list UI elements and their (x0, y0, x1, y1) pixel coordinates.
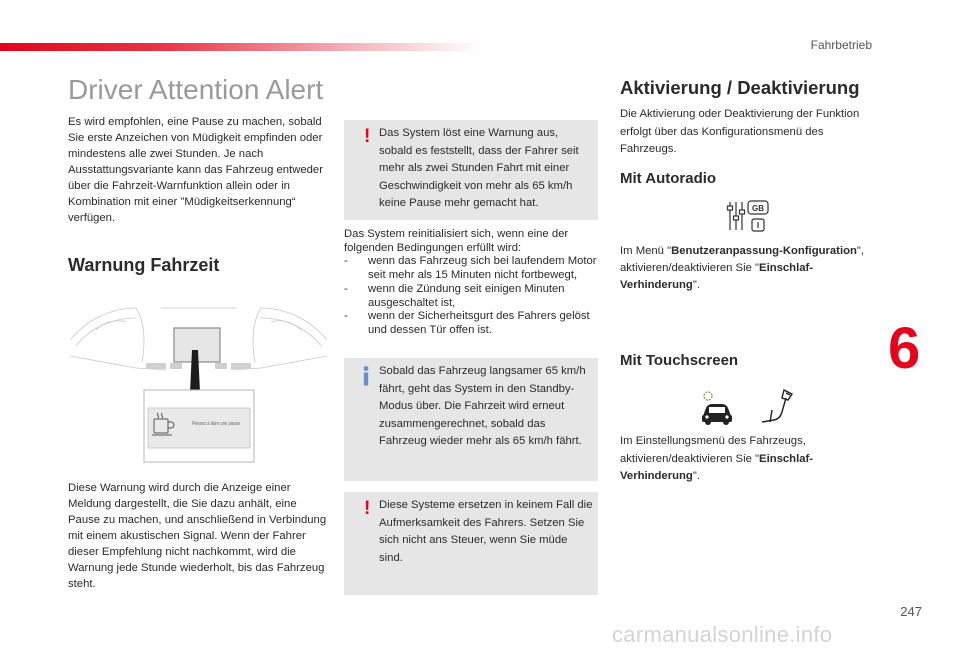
list-dash: - (344, 282, 348, 295)
language-label: GB (752, 204, 764, 213)
heading-autoradio: Mit Autoradio (620, 170, 717, 187)
heading-aktivierung: Aktivierung / Deaktivierung (620, 77, 860, 98)
heading-warnung-fahrzeit: Warnung Fahrzeit (68, 255, 220, 275)
list-dash: - (344, 310, 348, 323)
list-item (344, 283, 598, 310)
warning-icon: ! (364, 498, 371, 519)
list-item-text: wenn der Sicherheitsgurt des Fahrers gelöst und dessen Tür offen ist. (368, 310, 590, 336)
heading-touchscreen: Mit Touchscreen (620, 352, 739, 369)
touchscreen-paragraph (620, 433, 875, 486)
list-item-text: wenn das Fahrzeug sich bei laufendem Motor seit mehr als 15 Minuten nicht fortbewegt, (368, 255, 597, 282)
section-title: Fahrbetrieb (810, 38, 872, 52)
warnung-paragraph: Diese Warnung wird durch die Anzeige einer Meldung dargestellt, die Sie dazu anhält, eine Pause zu machen, und anschließend in Verbindung mit einem akustischen Signal. Wenn der Fahrer dieser Empfehlung nicht nachkommt, wird die Warnung jede Stunde wiederholt, bis das Fahrzeug steht. (68, 482, 327, 590)
steering-assist-icon (762, 390, 792, 422)
chapter-number: 6 (888, 316, 921, 381)
alert-text: Pensez à faire une pause (192, 421, 240, 427)
warning-icon: ! (364, 126, 371, 147)
text-fragment: Im Menü " (620, 245, 672, 257)
watermark: carmanualsonline.info (612, 622, 833, 647)
cluster-illustration (66, 300, 331, 470)
list-item (344, 310, 598, 337)
intro-paragraph: Es wird empfohlen, eine Pause zu machen, sobald Sie erste Anzeichen von Müdigkeit empfinden oder mindestens alle zwei Stunden. Je nach Ausstattungsvariante kann das Fahrzeug entweder über die Fahrzeit-Warnfunktion allein oder in Kombination mit einer "Müdigkeitserkennung“ verfügen. (68, 116, 323, 224)
list-item-text: wenn die Zündung seit einigen Minuten ausgeschaltet ist, (368, 282, 565, 309)
list-dash: - (344, 255, 348, 268)
alert-display (148, 408, 250, 448)
info-note (344, 358, 598, 481)
car-settings-icon (702, 392, 732, 425)
reinit-conditions (344, 228, 598, 338)
text-fragment: ". (692, 279, 700, 291)
warning-note-1-text: Das System löst eine Warnung aus, sobald es feststellt, dass der Fahrer seit mehr als zwei Stunden Fahrt mit einer Geschwindigkeit von mehr als 65 km/h keine Pause mehr gemacht hat. (379, 127, 579, 209)
option-name: Einschlaf-Verhinderung (620, 262, 814, 291)
info-icon (363, 366, 369, 386)
warning-note-2-text: Diese Systeme ersetzen in keinem Fall die Aufmerksamkeit des Fahrers. Setzen Sie sich nicht ans Steuer, wenn Sie müde sind. (379, 499, 593, 564)
text-fragment: Im Einstellungsmenü des Fahrzeugs, aktivieren/deaktivieren Sie " (620, 435, 806, 465)
settings-sliders-icon (726, 198, 770, 234)
warning-note-2 (344, 492, 598, 595)
info-note-text: Sobald das Fahrzeug langsamer 65 km/h fährt, geht das System in den Standby-Modus über. Die Fahrzeit wird erneut zusammengerechnet, sobald das Fahrzeug wieder mehr als 65 km/h fährt. (379, 365, 586, 447)
page-title: Driver Attention Alert (68, 74, 324, 105)
list-item (344, 255, 598, 282)
autoradio-paragraph (620, 243, 875, 294)
text-fragment: ". (692, 470, 700, 482)
touchscreen-icons (700, 386, 800, 428)
menu-name: Benutzeranpassung-Konfiguration (671, 245, 857, 257)
warning-note-1 (344, 120, 598, 220)
header-accent-bar (0, 43, 480, 51)
page-number: 247 (900, 604, 922, 619)
aktivierung-paragraph: Die Aktivierung oder Deaktivierung der Funktion erfolgt über das Konfigurationsmenü des Fahrzeugs. (620, 108, 860, 155)
reinit-intro: Das System reinitialisiert sich, wenn eine der folgenden Bedingungen erfüllt wird: (344, 228, 569, 254)
text-fragment: ", aktivieren/deaktivieren Sie " (620, 245, 865, 274)
option-name: Einschlaf-Verhinderung (620, 452, 814, 482)
